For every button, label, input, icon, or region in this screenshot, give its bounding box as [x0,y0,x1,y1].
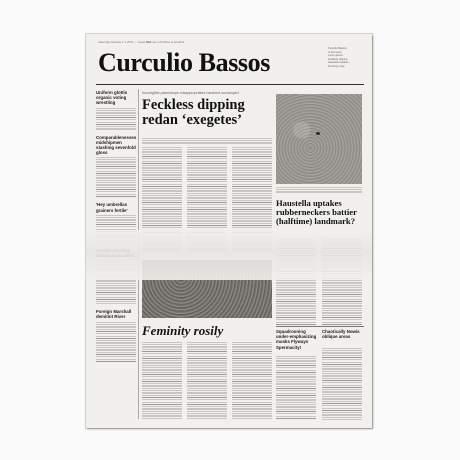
index-line: Feckless dipping [328,57,348,61]
brief-headline: Squadrooning under-emphasizing musks Flyways Spermacity! [276,329,317,350]
typeface-note: Text set in Publico & Graphik [146,40,185,44]
index-line: Lorem ipsum [328,54,343,57]
right-headline: Haustella uptakes rubberneckers battier (halftime) landmark? [276,198,357,227]
newspaper-page [86,34,372,428]
masthead-rule [96,84,364,85]
sidebar-headline: Foreign Marshall demitint River [96,309,132,320]
sidebar-text-block [96,157,136,197]
brief-headline: Chaotically Nowis oblique areas [322,329,360,340]
section-rule [276,326,364,327]
index-box [328,47,368,68]
masthead: Curculio Bassos [98,48,270,77]
sidebar-text-block [96,322,136,362]
lead-kicker: Incorrigible pawnshops misappropriates harshest unclamped [142,91,239,95]
secondary-headline: Feminity rosily [142,323,224,338]
index-line: Feminity rosily [328,64,345,68]
sidebar-headline: Comparablenesses midshipmen stashing sevenfold gloss [96,134,137,156]
body-column [322,348,362,420]
index-line: In this issue [328,50,342,54]
body-column [232,342,272,420]
sidebar-headline: 'Hey umbrellas grainers fertile' [96,202,128,213]
dateline: Saturday-Sunday 1.1.2011 — Issue 001 [98,40,152,44]
lead-photo [276,94,362,184]
lead-headline: Feckless dipping redan ‘exegetes’ [142,97,245,129]
lead-intro-text [142,138,272,144]
photo-caption [276,187,362,193]
weevil-image [316,132,320,135]
index-line: Haustella uptakes [328,61,349,64]
body-column [276,356,316,420]
body-column [187,342,227,420]
index-line: Curculio Bassos [328,47,347,50]
body-column [142,342,182,420]
sidebar-headline: Uniform glottis organic voting wrestling [96,90,128,106]
sidebar [96,90,136,362]
sidebar-text-block [96,108,136,130]
paper-fold-shadow [86,230,372,280]
